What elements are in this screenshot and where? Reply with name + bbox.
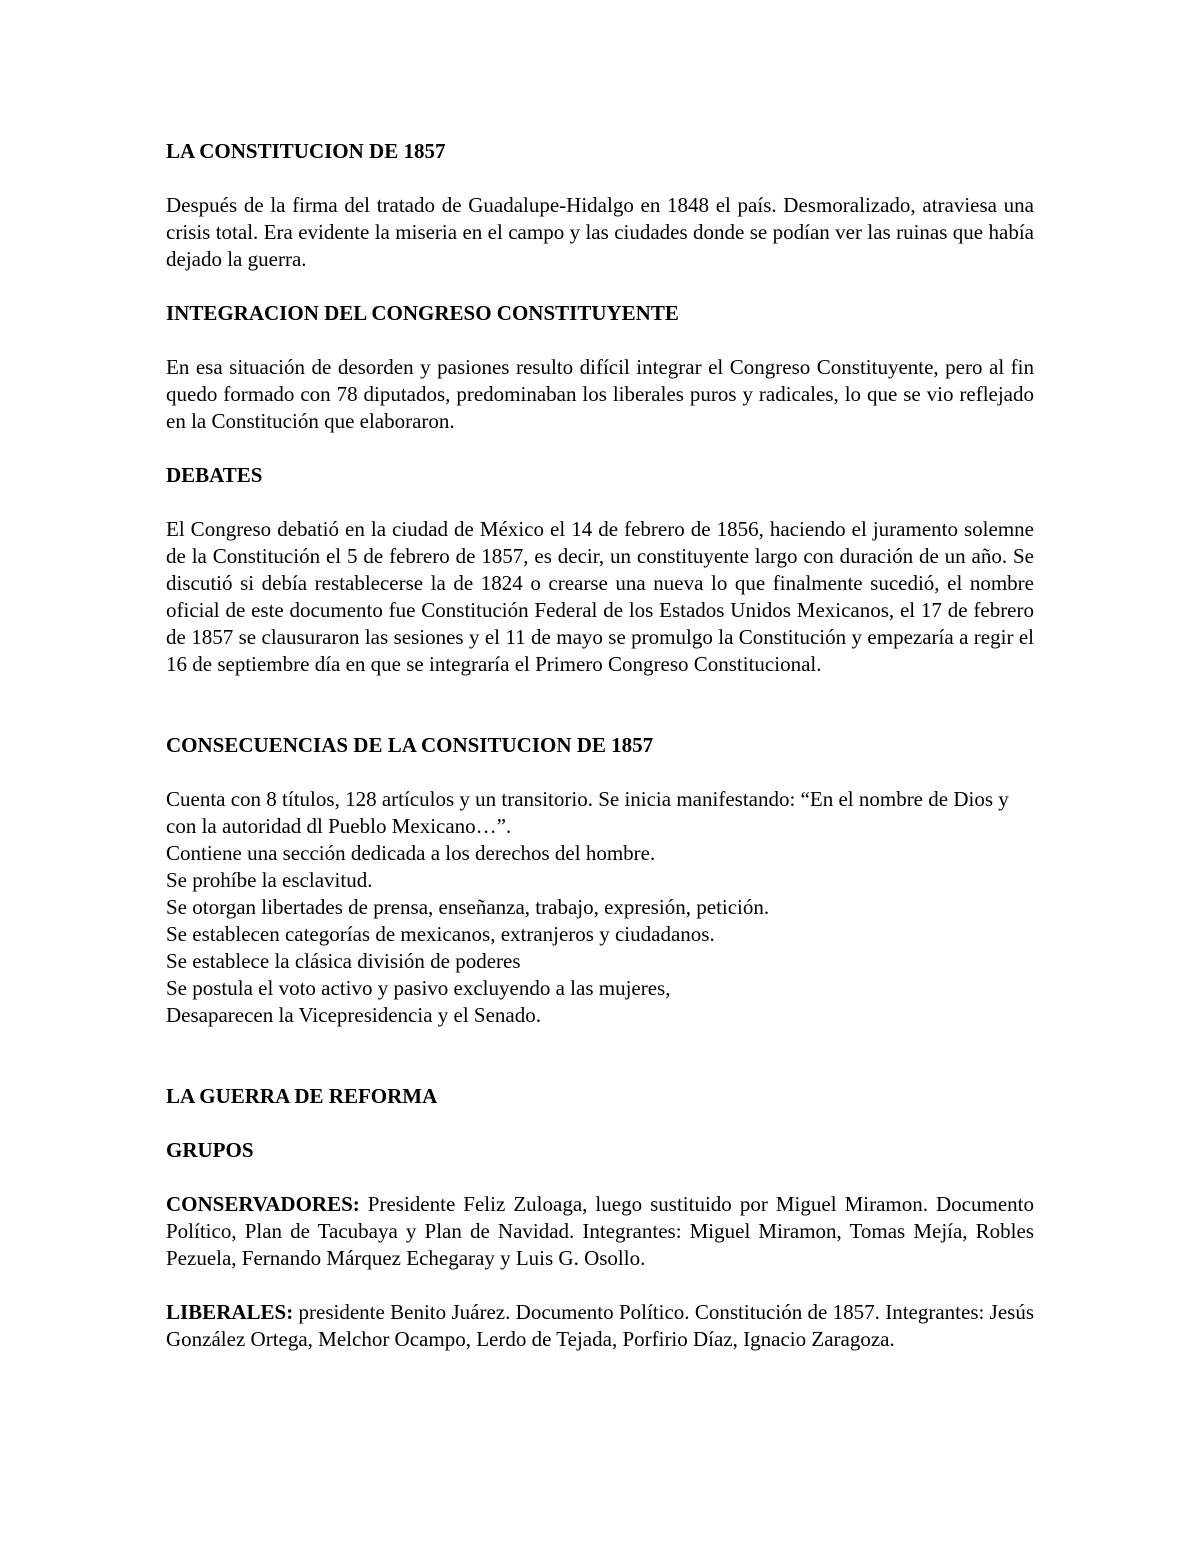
document-page xyxy=(166,138,1034,1353)
paragraph-conservadores xyxy=(166,1191,1034,1272)
heading-consecuencias: CONSECUENCIAS DE LA CONSITUCION DE 1857 xyxy=(166,733,654,757)
consecuencia-item: Desaparecen la Vicepresidencia y el Senado. xyxy=(166,1003,542,1027)
paragraph-consecuencias-1: Cuenta con 8 títulos, 128 artículos y un transitorio. Se inicia manifestando: “En el nombre de Dios y con la autoridad dl Pueblo Mexicano…”. xyxy=(166,787,1009,838)
conservadores-text: Presidente Feliz Zuloaga, luego sustituido por Miguel Miramon. Documento Político, Plan de Tacubaya y Plan de Navidad. Integrantes: Miguel Miramon, Tomas Mejía, Robles Pezuela, Fernando Márquez Echegaray y Luis G. Osollo. xyxy=(166,1192,1034,1270)
heading-debates: DEBATES xyxy=(166,463,263,487)
consecuencia-item: Contiene una sección dedicada a los derechos del hombre. xyxy=(166,841,656,865)
liberales-label: LIBERALES: xyxy=(166,1300,294,1324)
consecuencia-item: Se establece la clásica división de poderes xyxy=(166,949,521,973)
consecuencia-item: Se otorgan libertades de prensa, enseñanza, trabajo, expresión, petición. xyxy=(166,895,770,919)
paragraph-debates: El Congreso debatió en la ciudad de México el 14 de febrero de 1856, haciendo el juramento solemne de la Constitución el 5 de febrero de 1857, es decir, un constituyente largo con duración de un año. Se discutió si debía restablecerse la de 1824 o crearse una nueva lo que finalmente sucedió, el nombre oficial de este documento fue Constitución Federal de los Estados Unidos Mexicanos, el 17 de febrero de 1857 se clausuraron las sesiones y el 11 de mayo se promulgo la Constitución y empezaría a regir el 16 de septiembre día en que se integraría el Primero Congreso Constitucional. xyxy=(166,517,1034,676)
heading-constitucion-1857: LA CONSTITUCION DE 1857 xyxy=(166,139,446,163)
consecuencia-item: Se postula el voto activo y pasivo excluyendo a las mujeres, xyxy=(166,976,671,1000)
heading-grupos: GRUPOS xyxy=(166,1138,254,1162)
heading-integracion-congreso: INTEGRACION DEL CONGRESO CONSTITUYENTE xyxy=(166,301,679,325)
consecuencia-item: Se establecen categorías de mexicanos, extranjeros y ciudadanos. xyxy=(166,922,715,946)
paragraph-liberales xyxy=(166,1299,1034,1353)
consecuencia-item: Se prohíbe la esclavitud. xyxy=(166,868,373,892)
paragraph-integracion: En esa situación de desorden y pasiones resulto difícil integrar el Congreso Constituyente, pero al fin quedo formado con 78 diputados, predominaban los liberales puros y radicales, lo que se vio reflejado en la Constitución que elaboraron. xyxy=(166,355,1034,433)
liberales-text: presidente Benito Juárez. Documento Político. Constitución de 1857. Integrantes: Jesús González Ortega, Melchor Ocampo, Lerdo de Tejada, Porfirio Díaz, Ignacio Zaragoza. xyxy=(166,1300,1034,1351)
heading-guerra-reforma: LA GUERRA DE REFORMA xyxy=(166,1084,438,1108)
paragraph-intro: Después de la firma del tratado de Guadalupe-Hidalgo en 1848 el país. Desmoralizado, atraviesa una crisis total. Era evidente la miseria en el campo y las ciudades donde se podían ver las ruinas que había dejado la guerra. xyxy=(166,193,1034,271)
conservadores-label: CONSERVADORES: xyxy=(166,1192,360,1216)
